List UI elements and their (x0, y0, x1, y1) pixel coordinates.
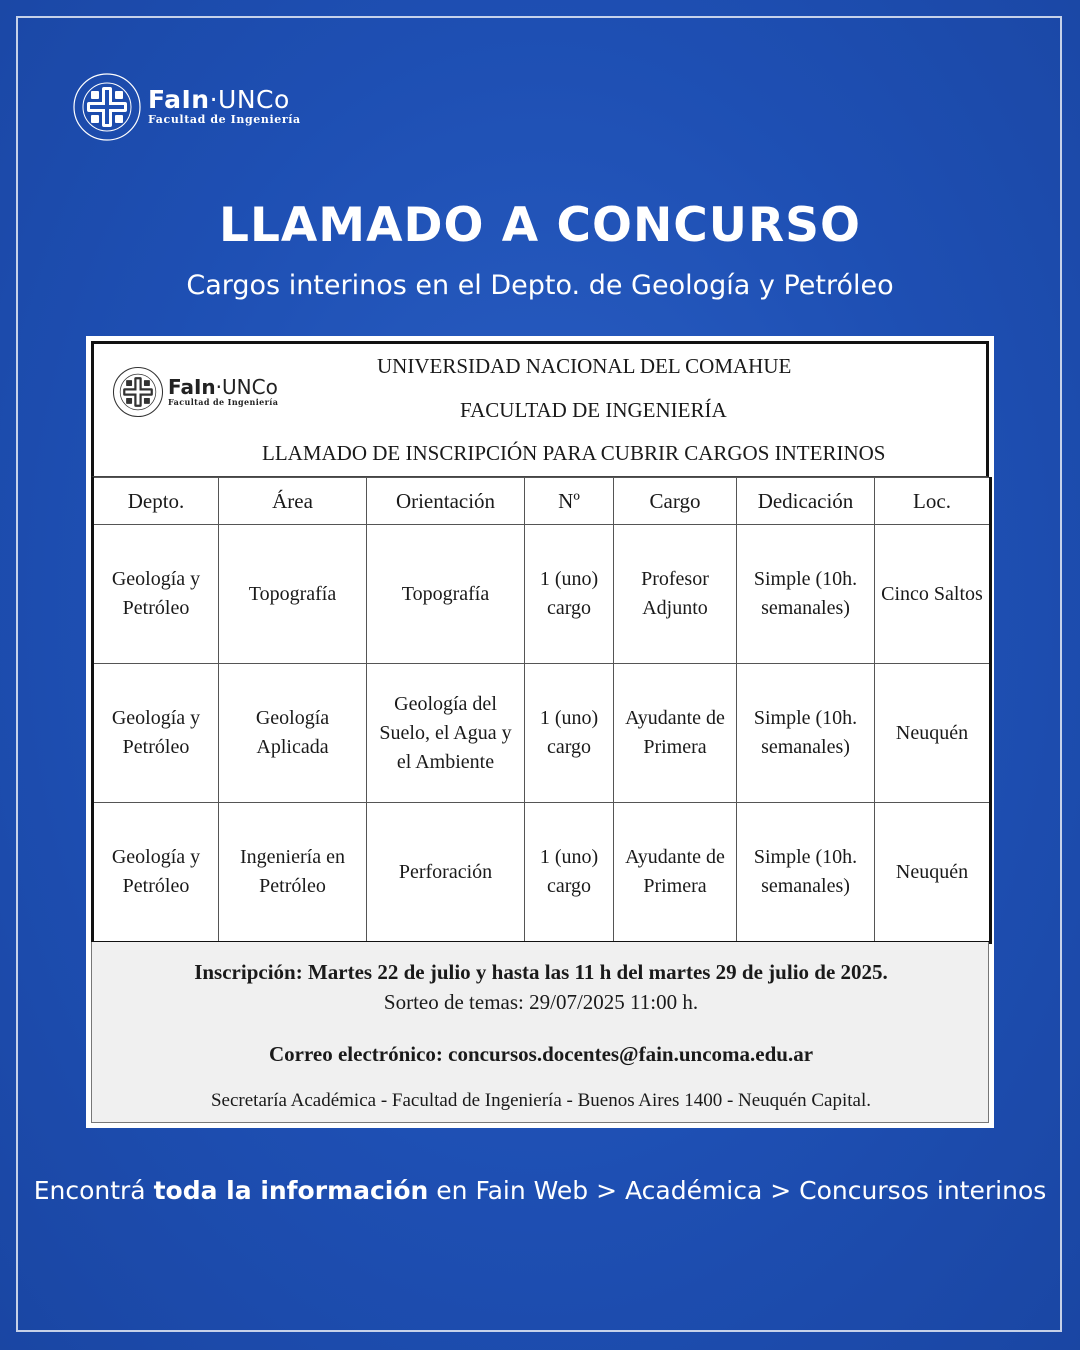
table-row (93, 803, 991, 943)
more-info-text: Encontrá toda la información en Fain Web > Académica > Concursos interinos (33, 1176, 1047, 1205)
table-cell: Cinco Saltos (875, 525, 991, 664)
document-header (91, 341, 989, 477)
document-logo (112, 366, 278, 418)
table-cell: Geología y Petróleo (93, 803, 219, 943)
column-header: Loc. (875, 478, 991, 525)
table-cell: Neuquén (875, 803, 991, 943)
brand-subtitle: Facultad de Ingeniería (148, 113, 301, 126)
document-footer (91, 942, 989, 1123)
column-header: Nº (525, 478, 614, 525)
fain-logo (72, 72, 301, 142)
table-cell: Ingeniería en Petróleo (219, 803, 367, 943)
announcement-document (86, 336, 994, 1128)
table-cell: Topografía (219, 525, 367, 664)
office-address: Secretaría Académica - Facultad de Ingeniería - Buenos Aires 1400 - Neuquén Capital. (210, 1090, 871, 1111)
table-cell: Ayudante de Primera (614, 664, 737, 803)
university-seal-icon (112, 366, 164, 418)
page-subtitle: Cargos interinos en el Depto. de Geología y Petróleo (186, 270, 894, 301)
table-row (93, 525, 991, 664)
column-header: Área (219, 478, 367, 525)
table-row (93, 664, 991, 803)
table-cell: Ayudante de Primera (614, 803, 737, 943)
table-cell: Neuquén (875, 664, 991, 803)
table-header-row (93, 478, 991, 525)
column-header: Cargo (614, 478, 737, 525)
header-faculty: FACULTAD DE INGENIERÍA (460, 398, 727, 422)
registration-dates: Inscripción: Martes 22 de julio y hasta las 11 h del martes 29 de julio de 2025. (194, 960, 888, 984)
column-header: Orientación (367, 478, 525, 525)
table-cell: Geología del Suelo, el Agua y el Ambiente (367, 664, 525, 803)
brand-name: FaIn·UNCo (148, 85, 290, 114)
table-cell: Simple (10h. semanales) (737, 803, 875, 943)
table-cell: Profesor Adjunto (614, 525, 737, 664)
document-brand-subtitle: Facultad de Ingeniería (168, 397, 279, 407)
header-call-title: LLAMADO DE INSCRIPCIÓN PARA CUBRIR CARGOS INTERINOS (262, 441, 886, 465)
topic-draw-date: Sorteo de temas: 29/07/2025 11:00 h. (383, 990, 699, 1014)
table-cell: Geología y Petróleo (93, 525, 219, 664)
positions-table (91, 477, 992, 944)
table-cell: 1 (uno) cargo (525, 525, 614, 664)
contact-email: Correo electrónico: concursos.docentes@fain.uncoma.edu.ar (268, 1042, 814, 1066)
table-cell: Simple (10h. semanales) (737, 525, 875, 664)
column-header: Dedicación (737, 478, 875, 525)
table-cell: Simple (10h. semanales) (737, 664, 875, 803)
document-brand-name: FaIn·UNCo (168, 375, 278, 399)
university-seal-icon (72, 72, 142, 142)
table-cell: Geología Aplicada (219, 664, 367, 803)
more-info-highlight: toda la información (153, 1176, 429, 1205)
table-cell: 1 (uno) cargo (525, 664, 614, 803)
table-cell: 1 (uno) cargo (525, 803, 614, 943)
table-cell: Topografía (367, 525, 525, 664)
table-cell: Geología y Petróleo (93, 664, 219, 803)
column-header: Depto. (93, 478, 219, 525)
header-university: UNIVERSIDAD NACIONAL DEL COMAHUE (377, 354, 792, 378)
table-cell: Perforación (367, 803, 525, 943)
page-title: LLAMADO A CONCURSO (219, 198, 861, 253)
